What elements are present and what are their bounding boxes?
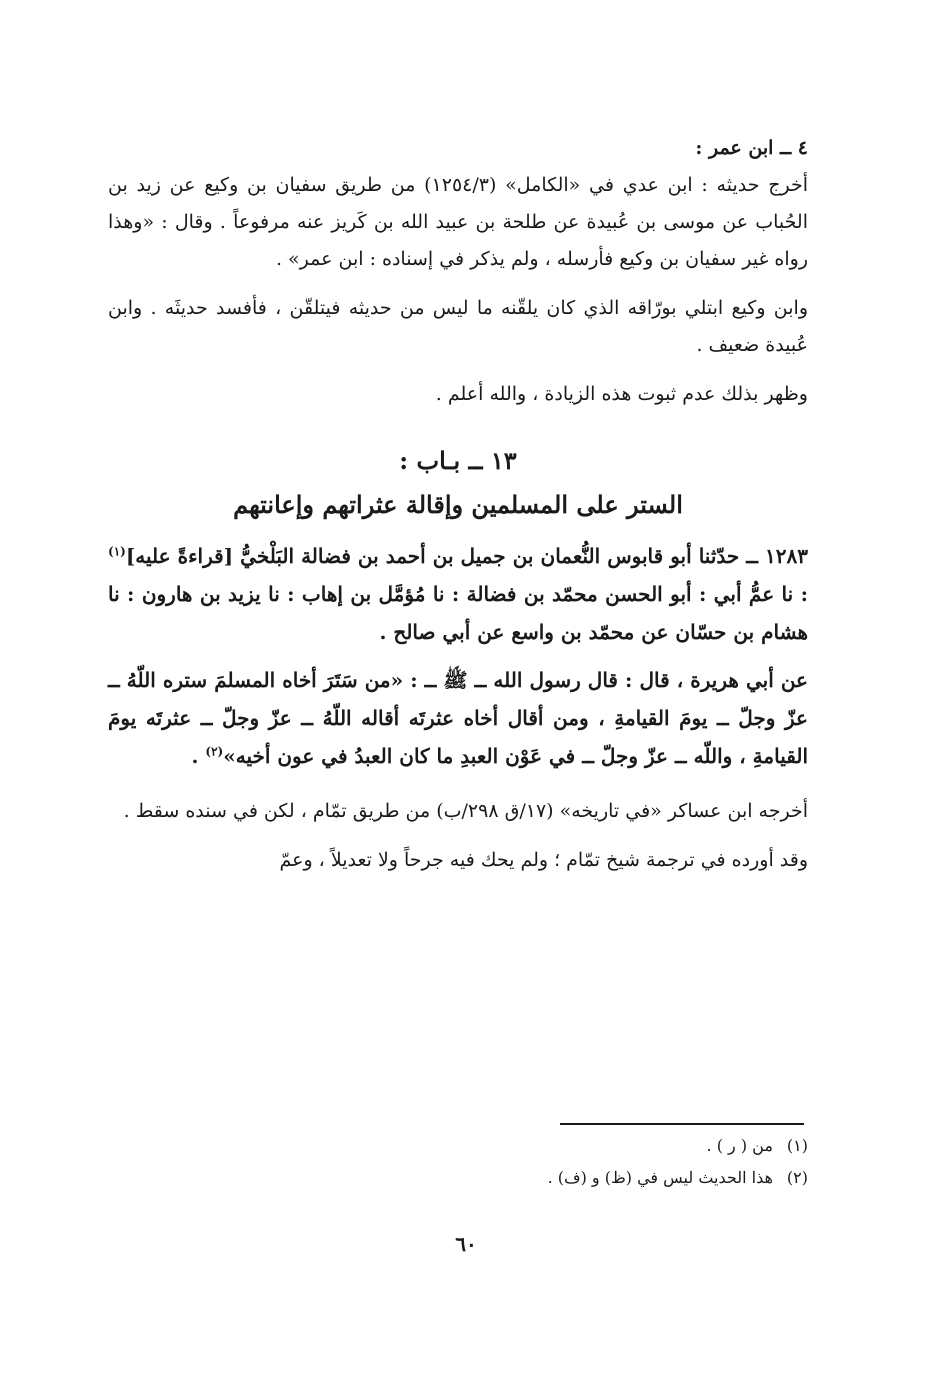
footnote-ref: (٢): [205, 744, 224, 759]
footnote-ref: (١): [108, 544, 126, 559]
page-body: [108, 130, 808, 879]
isnad-text: ١٢٨٣ ــ حدّثنا أبو قابوس النُّعمان بن جميل بن أحمد بن فضالة البَلْخيُّ [قراءةً عليه]: [125, 544, 808, 568]
page-number: ٦٠: [455, 1232, 477, 1256]
hadith-matn: [108, 661, 808, 775]
footnote: [108, 1130, 808, 1162]
footnotes: [108, 1130, 808, 1194]
paragraph: وابن وكيع ابتلي بورّاقه الذي كان يلقّنه ما ليس من حديثه فيتلقّن ، فأفسد حديثَه . وابن عُبيدة ضعيف .: [108, 297, 808, 356]
footnote-number: (٢): [786, 1168, 808, 1187]
footnote: [108, 1162, 808, 1194]
paragraph: وظهر بذلك عدم ثبوت هذه الزيادة ، والله أعلم .: [435, 383, 808, 405]
footnote-text: هذا الحديث ليس في (ظ) و (ف) .: [547, 1168, 773, 1187]
paragraph: أخرج حديثه : ابن عدي في «الكامل» (١٢٥٤/٣) من طريق سفيان بن وكيع عن زيد بن الحُباب عن موسى بن عُبيدة عن طلحة بن عبيد الله بن كَريز عنه مرفوعاً . وقال : «وهذا رواه غير سفيان بن وكيع فأرسله ، ولم يذكر في إسناده : ابن عمر» .: [108, 174, 808, 270]
chapter-number: ١٣ ــ بـاب :: [399, 446, 517, 475]
paragraph: وقد أورده في ترجمة شيخ تمّام ؛ ولم يحك فيه جرحاً ولا تعديلاً ، وعمّ: [279, 849, 808, 871]
isnad-text-cont: : نا عمُّ أبي : أبو الحسن محمّد بن فضالة : نا مُؤمَّل بن إهاب : نا يزيد بن هارون : نا هشام بن حسّان عن محمّد بن واسع عن أبي صالح .: [108, 582, 808, 644]
hadith-isnad: [108, 537, 808, 651]
footnote-divider: [560, 1123, 804, 1125]
paragraph: أخرجه ابن عساكر «في تاريخه» (١٧/ق ٢٩٨/ب) من طريق تمّام ، لكن في سنده سقط .: [123, 800, 808, 822]
matn-end: .: [191, 744, 206, 768]
section-title: ٤ ــ ابن عمر :: [695, 137, 808, 159]
chapter-title: الستر على المسلمين وإقالة عثراتهم وإعانتهم: [233, 490, 683, 519]
footnote-text: من ( ر ) .: [706, 1136, 773, 1155]
matn-text: عن أبي هريرة ، قال : قال رسول الله ــ ﷺ ــ : «من سَتَرَ أخاه المسلمَ ستره اللّهُ ــ عزّ وجلّ ــ يومَ القيامةِ ، ومن أقال أخاه عثرتَه أقاله اللّهُ ــ عزّ وجلّ ــ عثرتَه يومَ القيامةِ ، واللّه ــ عزّ وجلّ ــ في عَوْن العبدِ ما كان العبدُ في عون أخيه»: [108, 668, 808, 768]
footnote-number: (١): [786, 1136, 808, 1155]
